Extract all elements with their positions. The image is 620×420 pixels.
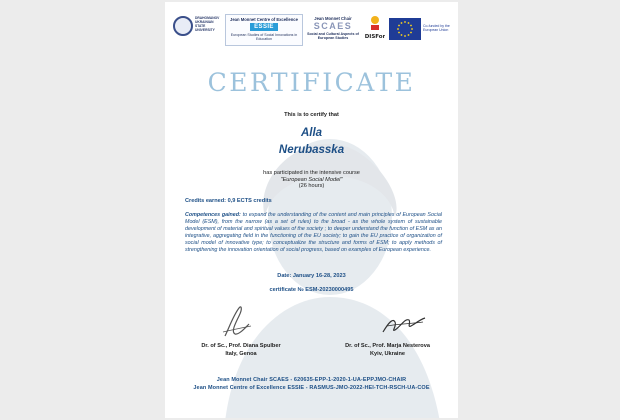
left-signatory-location: Italy, Genoa [225, 351, 257, 358]
scaes-bottom-text: Social and Cultural Aspects of European Studies [307, 32, 359, 41]
right-signatory [325, 342, 450, 358]
essie-top-text: Jean Monnet Centre of Excellence [230, 17, 298, 22]
essie-mark: ESSIE [250, 23, 278, 31]
footer-line-1: Jean Monnet Chair SCAES - 620635-EPP-1-2020-1-UA-EPPJMO-CHAIR [216, 377, 407, 383]
certificate-page [165, 2, 458, 418]
portrait-watermark [205, 122, 445, 418]
certificate-title: CERTIFICATE [207, 68, 416, 97]
recipient-last-name: Nerubasska [278, 144, 345, 156]
participation-text: has participated in the intensive course [263, 170, 360, 176]
university-seal-icon [173, 16, 193, 36]
disfor-text: DISFor [365, 34, 385, 40]
scaes-logo [303, 14, 363, 44]
right-signatory-name: Dr. of Sc., Prof. Marja Nesterova [345, 343, 430, 349]
certify-intro: This is to certify that [284, 112, 339, 118]
recipient-first-name: Alla [300, 127, 323, 139]
eu-caption: Co-funded by the European Union [423, 24, 450, 33]
competences-label: Competences gained: [185, 212, 241, 218]
footer-line-2: Jean Monnet Centre of Excellence ESSIE - RASMUS-JMO-2022-HEI-TCH-RSCH-UA-COE [193, 385, 430, 391]
right-signatory-location: Kyiv, Ukraine [369, 351, 406, 358]
university-logo-text: DRAHOMANOV UKRAINIAN STATE UNIVERSITY [195, 16, 220, 32]
right-signature-icon [379, 312, 429, 338]
logo-strip [165, 2, 458, 48]
left-signatory [181, 342, 301, 358]
certificate-number: certificate № ESM-20230000495 [269, 287, 354, 293]
left-signatory-name: Dr. of Sc., Prof. Diana Spulber [201, 343, 281, 349]
essie-logo [225, 14, 303, 46]
essie-bottom-text: European Studies of Social Innovations in Education [230, 33, 298, 42]
competences-paragraph [185, 212, 442, 255]
course-name: "European Social Model" [280, 176, 343, 183]
course-date: Date: January 16-28, 2023 [277, 273, 346, 279]
left-signature-icon [217, 302, 257, 340]
competences-text: to expand the understanding of the content and main principles of European Social Model (ESM), from the narrow (as a set of rules) to the broad - as the whole system of sustainable development of material and spiritual values of the society ; to deeper understand the function of ESM as an integrative, aggregating field in the functioning of the EU society; to gain the EU practice of organization of social model of innovative type; to conceptualize the structure and forms of ESM; to apply methods of strengthening the innovation orientation of social progress, based on examples of European experience. [185, 212, 442, 254]
course-hours: (26 hours) [298, 183, 325, 190]
scaes-top-text: Jean Monnet Chair [314, 16, 352, 21]
eu-flag-icon [389, 18, 421, 40]
credits-earned: Credits earned: 0,9 ECTS credits [185, 198, 272, 204]
disfor-logo-icon [365, 14, 385, 44]
scaes-mark: SCAES [313, 21, 353, 31]
